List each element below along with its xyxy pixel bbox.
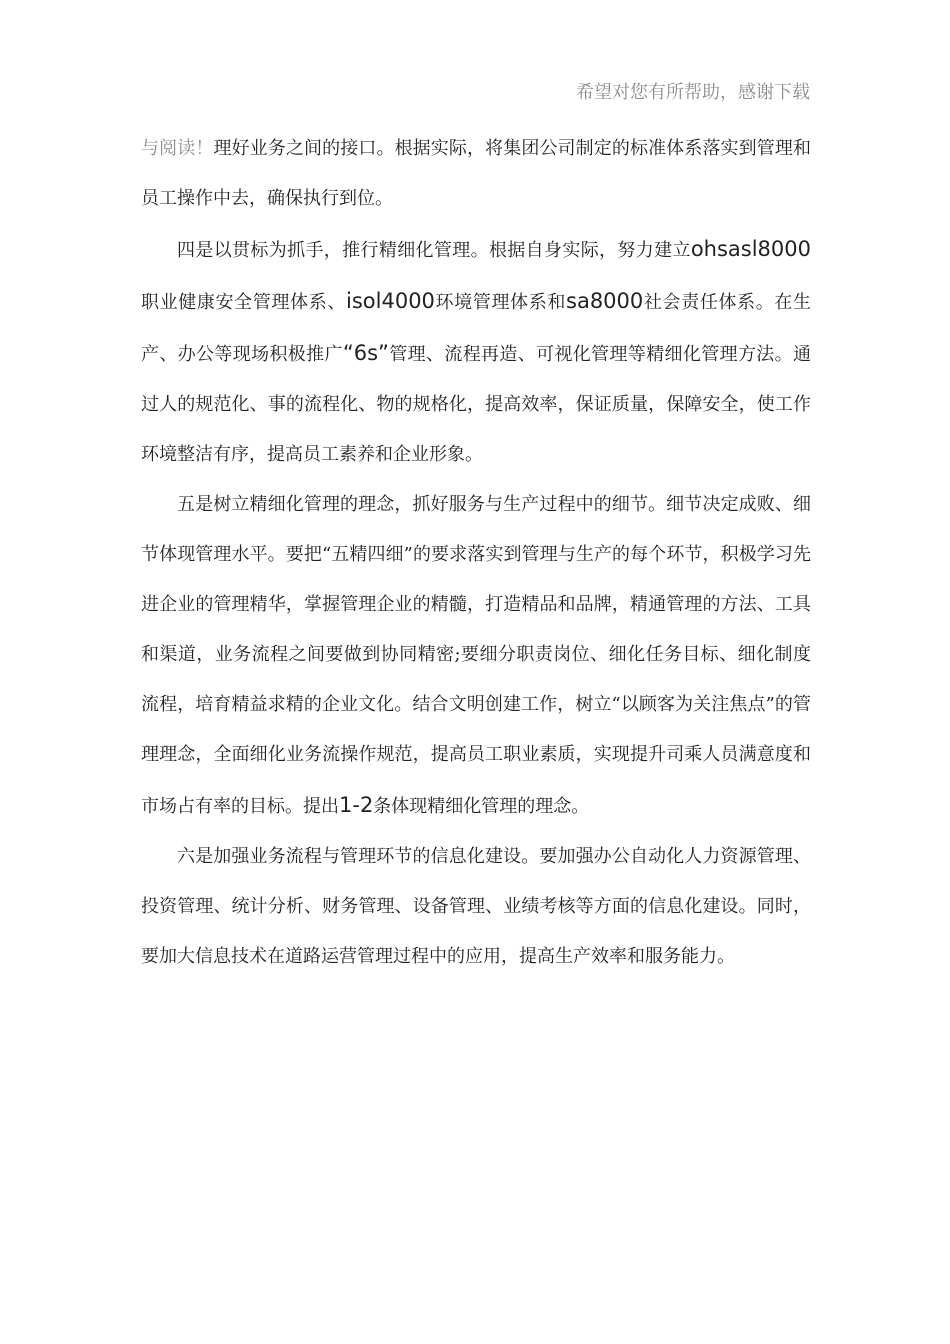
- paragraph-text: 六是加强业务流程与管理环节的信息化建设。要加强办公自动化人力资源管理、投资管理、统计分析、财务管理、设备管理、业绩考核等方面的信息化建设。同时，要加大信息技术在道路运营管理过程中的应用，提高生产效率和服务能力。: [141, 846, 811, 967]
- document-body: [141, 124, 811, 982]
- paragraph-text: 理好业务之间的接口。根据实际，将集团公司制定的标准体系落实到管理和员工操作中去，确保执行到位。: [141, 138, 812, 209]
- paragraph-five: [141, 480, 811, 832]
- paragraph-four: [141, 224, 811, 480]
- paragraph-text: 条体现精细化管理的理念。: [373, 796, 590, 817]
- paragraph-six: [141, 832, 811, 982]
- paragraph-lead-text: 与阅读！: [141, 138, 214, 159]
- header-note: 希望对您有所帮助，感谢下载: [576, 82, 810, 103]
- standard-code: sa8000: [566, 289, 644, 313]
- paragraph-text: 四是以贯标为抓手，推行精细化管理。根据自身实际，努力建立: [177, 240, 691, 261]
- paragraph-text: 管理、流程再造、可视化管理等精细化管理方法。通过人的规范化、事的流程化、物的规格化，提高效率，保证质量，保障安全，使工作环境整洁有序，提高员工素养和企业形象。: [141, 344, 812, 465]
- paragraph-continuation: [141, 124, 811, 224]
- number-range: 1-2: [339, 793, 374, 817]
- paragraph-text: 五是树立精细化管理的理念，抓好服务与生产过程中的细节。细节决定成败、细节体现管理水平。要把“五精四细”的要求落实到管理与生产的每个环节，积极学习先进企业的管理精华，掌握管理企业的精髓，打造精品和品牌，精通管理的方法、工具和渠道，业务流程之间要做到协同精密;要细分职责岗位、细化任务目标、细化制度流程，培育精益求精的企业文化。结合文明创建工作，树立“以顾客为关注焦点”的管理理念，全面细化业务流操作规范，提高员工职业素质，实现提升司乘人员满意度和市场占有率的目标。提出: [141, 494, 811, 817]
- standard-code: isol4000: [346, 289, 435, 313]
- paragraph-text: 职业健康安全管理体系、: [141, 292, 347, 313]
- paragraph-text: 社会责任体系。在生产、办公等现场积极推广: [141, 292, 812, 365]
- paragraph-text: 环境管理体系和: [434, 292, 567, 313]
- standard-code: “6s”: [342, 341, 389, 365]
- standard-code: ohsasl8000: [690, 237, 811, 261]
